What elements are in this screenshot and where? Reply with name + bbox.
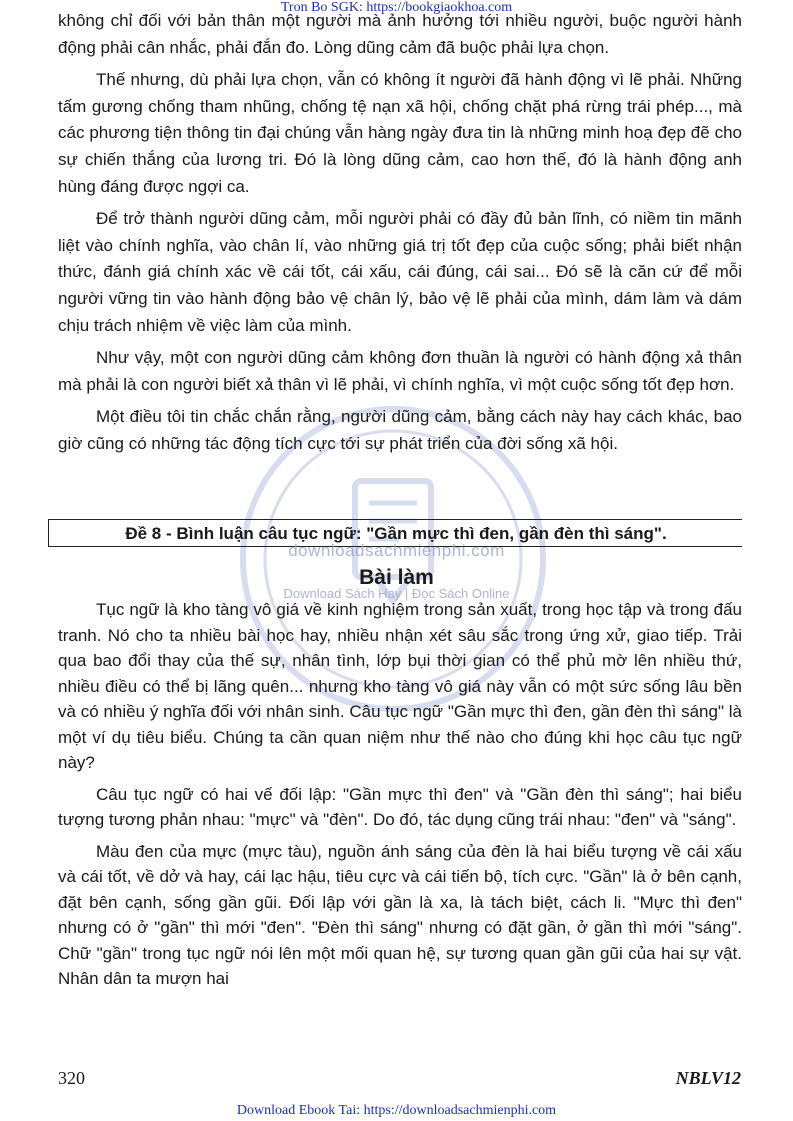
header-link[interactable]: Tron Bo SGK: https://bookgiaokhoa.com [280,0,513,15]
paragraph: Tục ngữ là kho tàng vô giá về kinh nghiệm trong sản xuất, trong học tập và trong đấu tranh. Nó cho ta nhiều bài học hay, nhiều nhận xét sâu sắc trong ứng xử, giao tiếp. Trải qua bao đổi thay của thế sự, nhân tình, lớp bụi thời gian có thể phủ mờ lên nhiều thứ, nhiều điều có thể bị lãng quên... nhưng kho tàng vô giá này vẫn có một sức sống lâu bền và có nhiều ý nghĩa đối với nhân sinh. Câu tục ngữ "Gần mực thì đen, gần đèn thì sáng" là một ví dụ tiêu biểu. Chúng ta cần quan niệm như thế nào cho đúng khi học câu tục ngữ này? [58,600,742,772]
paragraph: Để trở thành người dũng cảm, mỗi người phải có đầy đủ bản lĩnh, có niềm tin mãnh liệt vào chính nghĩa, vào chân lí, vào những giá trị tốt đẹp của cuộc sống; phải biết nhận thức, đánh giá chính xác về cái tốt, cái xấu, cái đúng, cái sai... Đó sẽ là căn cứ để mỗi người vững tin vào hành động bảo vệ chân lý, bảo vệ lẽ phải của mình, dám làm và dám chịu trách nhiệm về việc làm của mình. [58,209,742,335]
footer-download-link[interactable]: Download Ebook Tai: https://downloadsachmienphi.com [236,1103,557,1118]
watermark-tagline-text: Download Sách Hay | Đọc Sách Online [283,586,510,601]
section-previous-essay [58,8,742,464]
book-code: NBLV12 [675,1068,741,1088]
essay-heading: Bài làm [359,566,434,589]
paragraph: không chỉ đối với bản thân một người mà ảnh hưởng tới nhiều người, buộc người hành động phải cân nhắc, phải đắn đo. Lòng dũng cảm đã buộc phải lựa chọn. [58,11,742,57]
essay-body [58,597,742,998]
watermark-site-text: downloadsachmienphi.com [288,541,505,560]
paragraph: Màu đen của mực (mực tàu), nguồn ánh sáng của đèn là hai biểu tượng về cái xấu và cái tốt, về dở và hay, cái lạc hậu, tiêu cực và cái tiến bộ, tích cực. "Gần" là ở bên cạnh, đặt bên cạnh, sống gần gũi. Đối lập với gần là xa, là tách biệt, cách li. "Mực thì đen" nhưng có ở "gần" thì mới "đen". "Đèn thì sáng" nhưng có đặt gần, ở gần thì mới "sáng". Chữ "gần" trong tục ngữ nói lên một mối quan hệ, sự tương quan gần gũi của hai sự vật. Nhân dân ta mượn hai [58,841,742,988]
page-number: 320 [58,1068,85,1088]
paragraph: Như vậy, một con người dũng cảm không đơn thuần là người có hành động xả thân mà phải là con người biết xả thân vì lẽ phải, vì chính nghĩa, vì một cuộc sống tốt đẹp hơn. [58,348,742,394]
paragraph: Thế nhưng, dù phải lựa chọn, vẫn có không ít người đã hành động vì lẽ phải. Những tấm gương chống tham nhũng, chống tệ nạn xã hội, chống chặt phá rừng trái phép..., mà các phương tiện thông tin đại chúng vẫn hàng ngày đưa tin là những minh hoạ đẹp đẽ cho sự chiến thắng của lương tri. Đó là lòng dũng cảm, cao hơn thế, đó là hành động anh hùng đáng được ngợi ca. [58,70,742,196]
exam-title: Đề 8 - Bình luận câu tục ngữ: "Gần mực thì đen, gần đèn thì sáng". [125,524,667,543]
paragraph: Một điều tôi tin chắc chắn rằng, người dũng cảm, bằng cách này hay cách khác, bao giờ cũng có những tác động tích cực tới sự phát triển của đời sống xã hội. [58,407,742,453]
paragraph: Câu tục ngữ có hai vế đối lập: "Gần mực thì đen" và "Gần đèn thì sáng"; hai biểu tượng tương phản nhau: "mực" và "đèn". Do đó, tác dụng cũng trái nhau: "đen" và "sáng". [58,784,742,829]
